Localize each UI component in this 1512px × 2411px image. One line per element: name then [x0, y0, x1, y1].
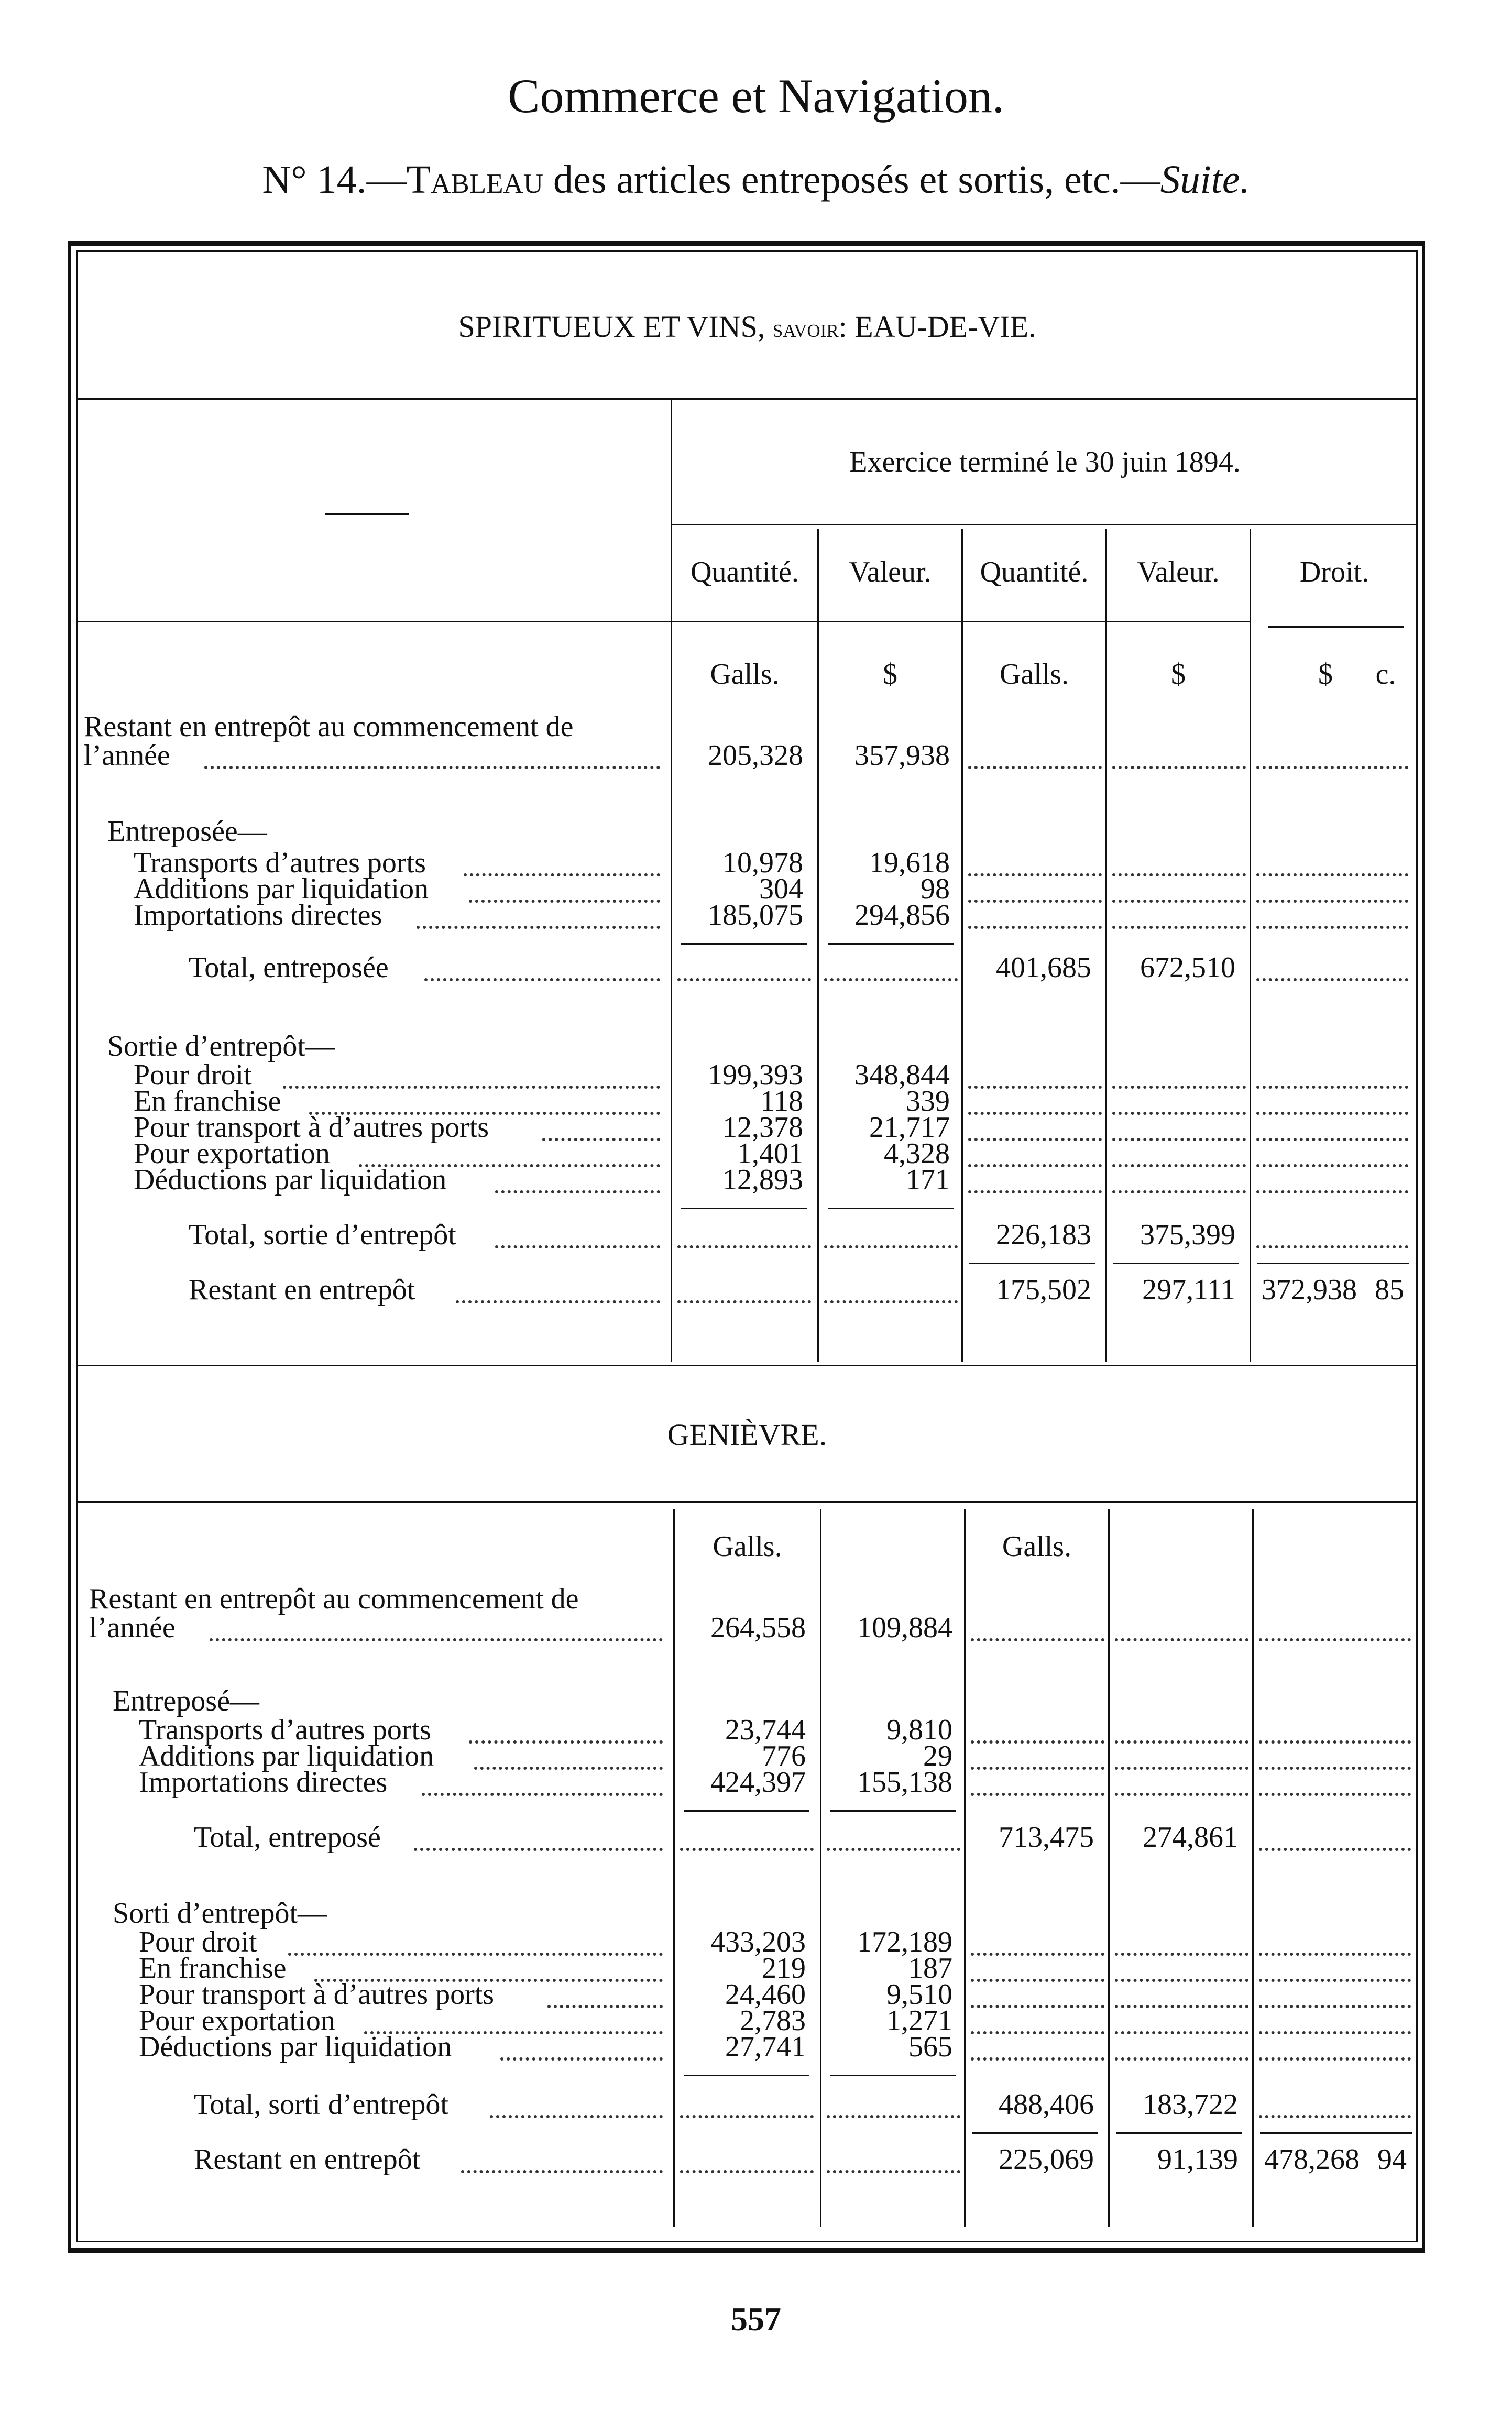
gen-s4-quantite: 2,783	[740, 2004, 806, 2037]
gen-r1-quantite: 23,744	[725, 1714, 806, 1746]
section1-title-a: SPIRITUEUX ET VINS,	[458, 310, 773, 344]
rule-above-section2	[76, 1365, 1418, 1366]
dots-droit	[1259, 1740, 1411, 1744]
sum-rule-droit	[1257, 1263, 1409, 1264]
dots-v2	[1112, 1164, 1246, 1167]
gen-total-entrepose-label: Total, entreposé	[194, 1821, 381, 1854]
dots-q1	[677, 1300, 811, 1303]
gen-restant-quantite: 264,558	[710, 1612, 806, 1644]
dots-v1	[827, 2115, 960, 2118]
leader-dots	[547, 2005, 663, 2008]
subtitle-rest: des articles entreposés et sortis, etc.—	[543, 158, 1160, 202]
dots-q1	[680, 2170, 814, 2173]
leader-dots	[495, 1245, 660, 1248]
eau-s1-quantite: 199,393	[708, 1059, 803, 1091]
dots-droit	[1259, 2031, 1411, 2034]
dots-v2	[1112, 1112, 1246, 1115]
sum-rule-q1	[681, 1208, 807, 1209]
dots-v2	[1112, 1086, 1246, 1089]
gen-r2-label: Additions par liquidation	[139, 1740, 434, 1772]
leader-dots	[464, 873, 660, 876]
dots-droit	[1256, 873, 1408, 876]
gen-restant-label-b: l’année	[89, 1612, 176, 1644]
dots-q1	[677, 978, 811, 981]
eau-s5-label: Déductions par liquidation	[134, 1164, 447, 1196]
eau-total-entreposee-label: Total, entreposée	[189, 951, 389, 984]
eau-s2-valeur: 339	[906, 1085, 950, 1117]
rule-under-section2	[76, 1501, 1418, 1503]
section1-title-savoir: savoir	[772, 313, 839, 343]
dots-q1	[680, 1848, 814, 1851]
vline-q1	[817, 529, 819, 1362]
eau-s3-label: Pour transport à d’autres ports	[134, 1111, 489, 1144]
eau-r3-quantite: 185,075	[708, 899, 803, 931]
eau-s5-quantite: 12,893	[722, 1164, 803, 1196]
gen-s5-label: Déductions par liquidation	[139, 2031, 452, 2063]
eau-restant-valeur: 357,938	[854, 739, 950, 772]
dots-q2	[971, 1767, 1104, 1770]
dots-droit	[1256, 1164, 1408, 1167]
eau-restant-label-a: Restant en entrepôt au commencement de	[84, 710, 574, 743]
header-quantite-1: Quantité.	[691, 556, 799, 588]
dots-v2	[1112, 900, 1246, 903]
eau-r3-valeur: 294,856	[854, 899, 950, 931]
gen-total-sorti-valeur: 183,722	[1143, 2088, 1238, 2121]
header-valeur-1: Valeur.	[849, 556, 932, 588]
leader-dots	[469, 900, 660, 903]
eau-r2-valeur: 98	[921, 873, 950, 905]
section-genievre-title: GENIÈVRE.	[667, 1418, 827, 1452]
sum-rule-v1	[830, 1810, 956, 1812]
eau-s2-label: En franchise	[134, 1085, 281, 1117]
unit2-galls-2: Galls.	[1002, 1530, 1072, 1563]
subtitle-tableau: Tableau	[406, 158, 544, 202]
eau-total-sortie-quantite: 226,183	[996, 1219, 1091, 1251]
dots-droit	[1256, 926, 1408, 929]
rule-header-droit	[1268, 626, 1404, 628]
eau-s1-valeur: 348,844	[854, 1059, 950, 1091]
gen-s3-valeur: 9,510	[886, 1978, 952, 2011]
gen-total-entrepose-quantite: 713,475	[999, 1821, 1094, 1854]
dots-v2	[1112, 926, 1246, 929]
eau-restant-fin-droit-cents: 85	[1375, 1274, 1404, 1306]
leader-dots	[461, 2170, 663, 2173]
leader-dots	[495, 1190, 660, 1193]
eau-total-entreposee-valeur: 672,510	[1140, 951, 1235, 984]
sum-rule-v1	[830, 2075, 956, 2076]
eau-s3-quantite: 12,378	[722, 1111, 803, 1144]
gen-entrepose-label: Entreposé—	[113, 1685, 259, 1717]
eau-s5-valeur: 171	[906, 1164, 950, 1196]
rule-header-left	[76, 621, 671, 622]
eau-s2-quantite: 118	[760, 1085, 803, 1117]
dots-v2	[1115, 1793, 1248, 1796]
sum-rule-q1	[684, 2075, 809, 2076]
eau-restant-label-b: l’année	[84, 739, 170, 772]
eau-total-entreposee-quantite: 401,685	[996, 951, 1091, 984]
unit-dollar-2: $	[1171, 658, 1186, 691]
gen-r2-quantite: 776	[762, 1740, 806, 1772]
sum-rule-q2	[969, 1263, 1095, 1264]
dots-q2	[971, 2057, 1104, 2061]
dots-q2	[968, 926, 1102, 929]
gen-s1-label: Pour droit	[139, 1926, 257, 1958]
gen-total-sorti-label: Total, sorti d’entrepôt	[194, 2088, 448, 2121]
dots-v2	[1112, 1138, 1246, 1141]
rule-under-exercice	[672, 524, 1418, 525]
gen-r3-valeur: 155,138	[857, 1766, 952, 1799]
dots-v1	[827, 1848, 960, 1851]
dots-v2	[1115, 2057, 1248, 2061]
header-valeur-2: Valeur.	[1137, 556, 1220, 588]
dots-droit	[1256, 766, 1408, 769]
rule-under-section1	[76, 398, 1418, 400]
dots-droit	[1256, 1245, 1408, 1248]
dots-q2	[968, 1138, 1102, 1141]
gen-restant-fin-valeur: 91,139	[1157, 2143, 1238, 2176]
gen-r3-label: Importations directes	[139, 1766, 388, 1799]
dots-v2	[1115, 1767, 1248, 1770]
unit-galls-1: Galls.	[710, 658, 780, 691]
dots-droit	[1256, 1190, 1408, 1193]
dots-droit	[1259, 2005, 1411, 2008]
gen-s3-quantite: 24,460	[725, 1978, 806, 2011]
rule-header-v1	[819, 621, 961, 622]
eau-total-sortie-valeur: 375,399	[1140, 1219, 1235, 1251]
dots-q2	[968, 1164, 1102, 1167]
gen-s2-valeur: 187	[908, 1952, 952, 1985]
sum-rule-v2	[1113, 1263, 1239, 1264]
dots-q2	[971, 1638, 1104, 1641]
leader-dots	[490, 2115, 663, 2118]
gen-restant-label-a: Restant en entrepôt au commencement de	[89, 1583, 579, 1615]
eau-s3-valeur: 21,717	[869, 1111, 950, 1144]
sum-rule-q1	[684, 1810, 809, 1812]
leader-dots	[210, 1638, 663, 1641]
gen-total-sorti-quantite: 488,406	[999, 2088, 1094, 2121]
dots-droit	[1256, 900, 1408, 903]
leader-dots	[422, 1793, 663, 1796]
unit-dollar-1: $	[883, 658, 897, 691]
eau-r1-label: Transports d’autres ports	[134, 847, 426, 879]
dots-q1	[677, 1245, 811, 1248]
rule-header-q2	[963, 621, 1105, 622]
eau-r1-valeur: 19,618	[869, 847, 950, 879]
leader-dots	[542, 1138, 660, 1141]
dots-q2	[971, 1793, 1104, 1796]
dots-v2	[1112, 873, 1246, 876]
gen-s5-valeur: 565	[908, 2031, 952, 2063]
dots-droit	[1256, 1112, 1408, 1115]
eau-restant-fin-label: Restant en entrepôt	[189, 1274, 415, 1306]
gen-s1-valeur: 172,189	[857, 1926, 952, 1958]
leader-dots	[456, 1300, 660, 1303]
gen-restant-valeur: 109,884	[857, 1612, 952, 1644]
eau-entreposee-label: Entreposée—	[107, 815, 267, 848]
dots-droit	[1259, 2057, 1411, 2061]
eau-r2-quantite: 304	[759, 873, 803, 905]
dots-v2	[1112, 766, 1246, 769]
dots-q2	[971, 2005, 1104, 2008]
gen-s1-quantite: 433,203	[710, 1926, 806, 1958]
leader-dots	[283, 1086, 660, 1089]
dots-droit	[1259, 1953, 1411, 1956]
header-droit: Droit.	[1299, 556, 1369, 588]
eau-total-sortie-label: Total, sortie d’entrepôt	[189, 1219, 456, 1251]
gen-restant-fin-droit-dollars: 478,268	[1264, 2143, 1360, 2176]
sum-rule-q2	[972, 2132, 1098, 2134]
page-title: Commerce et Navigation.	[508, 69, 1004, 123]
dots-v2	[1115, 2005, 1248, 2008]
unit-droit-cents: c.	[1375, 658, 1396, 691]
dots-q2	[971, 1953, 1104, 1956]
eau-restant-fin-droit-dollars: 372,938	[1262, 1274, 1357, 1306]
dots-v2	[1115, 1638, 1248, 1641]
eau-s1-label: Pour droit	[134, 1059, 252, 1091]
leader-dots	[500, 2057, 663, 2061]
dots-droit	[1259, 1638, 1411, 1641]
header-quantite-2: Quantité.	[980, 556, 1089, 588]
sum-rule-q1	[681, 943, 807, 945]
eau-restant-fin-valeur: 297,111	[1142, 1274, 1235, 1306]
leader-dots	[417, 926, 660, 929]
sum-rule-v1	[828, 1208, 954, 1209]
dots-q2	[968, 1086, 1102, 1089]
subtitle-prefix: N° 14.—	[262, 158, 407, 202]
eau-r3-label: Importations directes	[134, 899, 382, 931]
unit-galls-2: Galls.	[999, 658, 1069, 691]
eau-s4-quantite: 1,401	[737, 1137, 803, 1170]
gen-r3-quantite: 424,397	[710, 1766, 806, 1799]
dots-droit	[1259, 1793, 1411, 1796]
dots-droit	[1259, 2115, 1411, 2118]
dots-v2	[1115, 1953, 1248, 1956]
dots-q2	[968, 766, 1102, 769]
dots-q2	[971, 1740, 1104, 1744]
eau-s4-valeur: 4,328	[884, 1137, 950, 1170]
dots-v2	[1115, 1979, 1248, 1982]
dots-droit	[1259, 1848, 1411, 1851]
gen-restant-fin-label: Restant en entrepôt	[194, 2143, 421, 2176]
rule-header-v2	[1107, 621, 1250, 622]
dash-placeholder	[325, 513, 409, 515]
gen-r2-valeur: 29	[923, 1740, 952, 1772]
gen-s2-label: En franchise	[139, 1952, 287, 1985]
page-number: 557	[731, 2300, 781, 2338]
dots-q2	[968, 873, 1102, 876]
dots-q2	[968, 900, 1102, 903]
gen-s2-quantite: 219	[762, 1952, 806, 1985]
dots-v1	[824, 1300, 958, 1303]
gen-restant-fin-quantite: 225,069	[999, 2143, 1094, 2176]
sum-rule-v2	[1116, 2132, 1242, 2134]
dots-droit	[1256, 978, 1408, 981]
dots-v2	[1112, 1190, 1246, 1193]
eau-sortie-label: Sortie d’entrepôt—	[107, 1030, 335, 1062]
gen-sorti-label: Sorti d’entrepôt—	[113, 1897, 327, 1930]
header-exercice: Exercice terminé le 30 juin 1894.	[849, 446, 1241, 478]
dots-q2	[971, 2031, 1104, 2034]
gen-s4-valeur: 1,271	[886, 2004, 952, 2037]
leader-dots	[204, 766, 660, 769]
dots-v1	[827, 2170, 960, 2173]
leader-dots	[288, 1953, 663, 1956]
dots-q2	[971, 1979, 1104, 1982]
dots-q2	[968, 1190, 1102, 1193]
unit2-galls-1: Galls.	[713, 1530, 782, 1563]
leader-dots	[469, 1740, 663, 1744]
sum-rule-v1	[828, 943, 954, 945]
subtitle-suite: Suite.	[1160, 158, 1250, 202]
gen-s4-label: Pour exportation	[139, 2004, 335, 2037]
eau-r1-quantite: 10,978	[722, 847, 803, 879]
gen-restant-fin-droit-cents: 94	[1377, 2143, 1407, 2176]
section-eau-de-vie-title	[76, 309, 1418, 344]
dots-v1	[824, 978, 958, 981]
gen-s3-label: Pour transport à d’autres ports	[139, 1978, 495, 2011]
dots-droit	[1259, 1767, 1411, 1770]
leader-dots	[474, 1767, 663, 1770]
dots-droit	[1256, 1086, 1408, 1089]
unit-droit-dollar: $	[1318, 658, 1333, 691]
dots-v1	[824, 1245, 958, 1248]
rule-header-q1	[672, 621, 817, 622]
eau-r2-label: Additions par liquidation	[134, 873, 429, 905]
eau-restant-fin-quantite: 175,502	[996, 1274, 1091, 1306]
gen-r1-label: Transports d’autres ports	[139, 1714, 431, 1746]
leader-dots	[424, 978, 660, 981]
vline-v2-2	[1252, 1509, 1254, 2227]
gen-total-entrepose-valeur: 274,861	[1143, 1821, 1238, 1854]
leader-dots	[414, 1848, 663, 1851]
dots-v2	[1115, 1740, 1248, 1744]
sum-rule-droit	[1260, 2132, 1412, 2134]
dots-droit	[1256, 1138, 1408, 1141]
gen-s5-quantite: 27,741	[725, 2031, 806, 2063]
dots-q2	[968, 1112, 1102, 1115]
eau-restant-quantite: 205,328	[708, 739, 803, 772]
gen-r1-valeur: 9,810	[886, 1714, 952, 1746]
vline-v2	[1250, 529, 1251, 1362]
table-subtitle	[0, 157, 1512, 203]
eau-s4-label: Pour exportation	[134, 1137, 330, 1170]
dots-q1	[680, 2115, 814, 2118]
section1-title-b: : EAU-DE-VIE.	[838, 310, 1036, 344]
dots-droit	[1259, 1979, 1411, 1982]
dots-v2	[1115, 2031, 1248, 2034]
